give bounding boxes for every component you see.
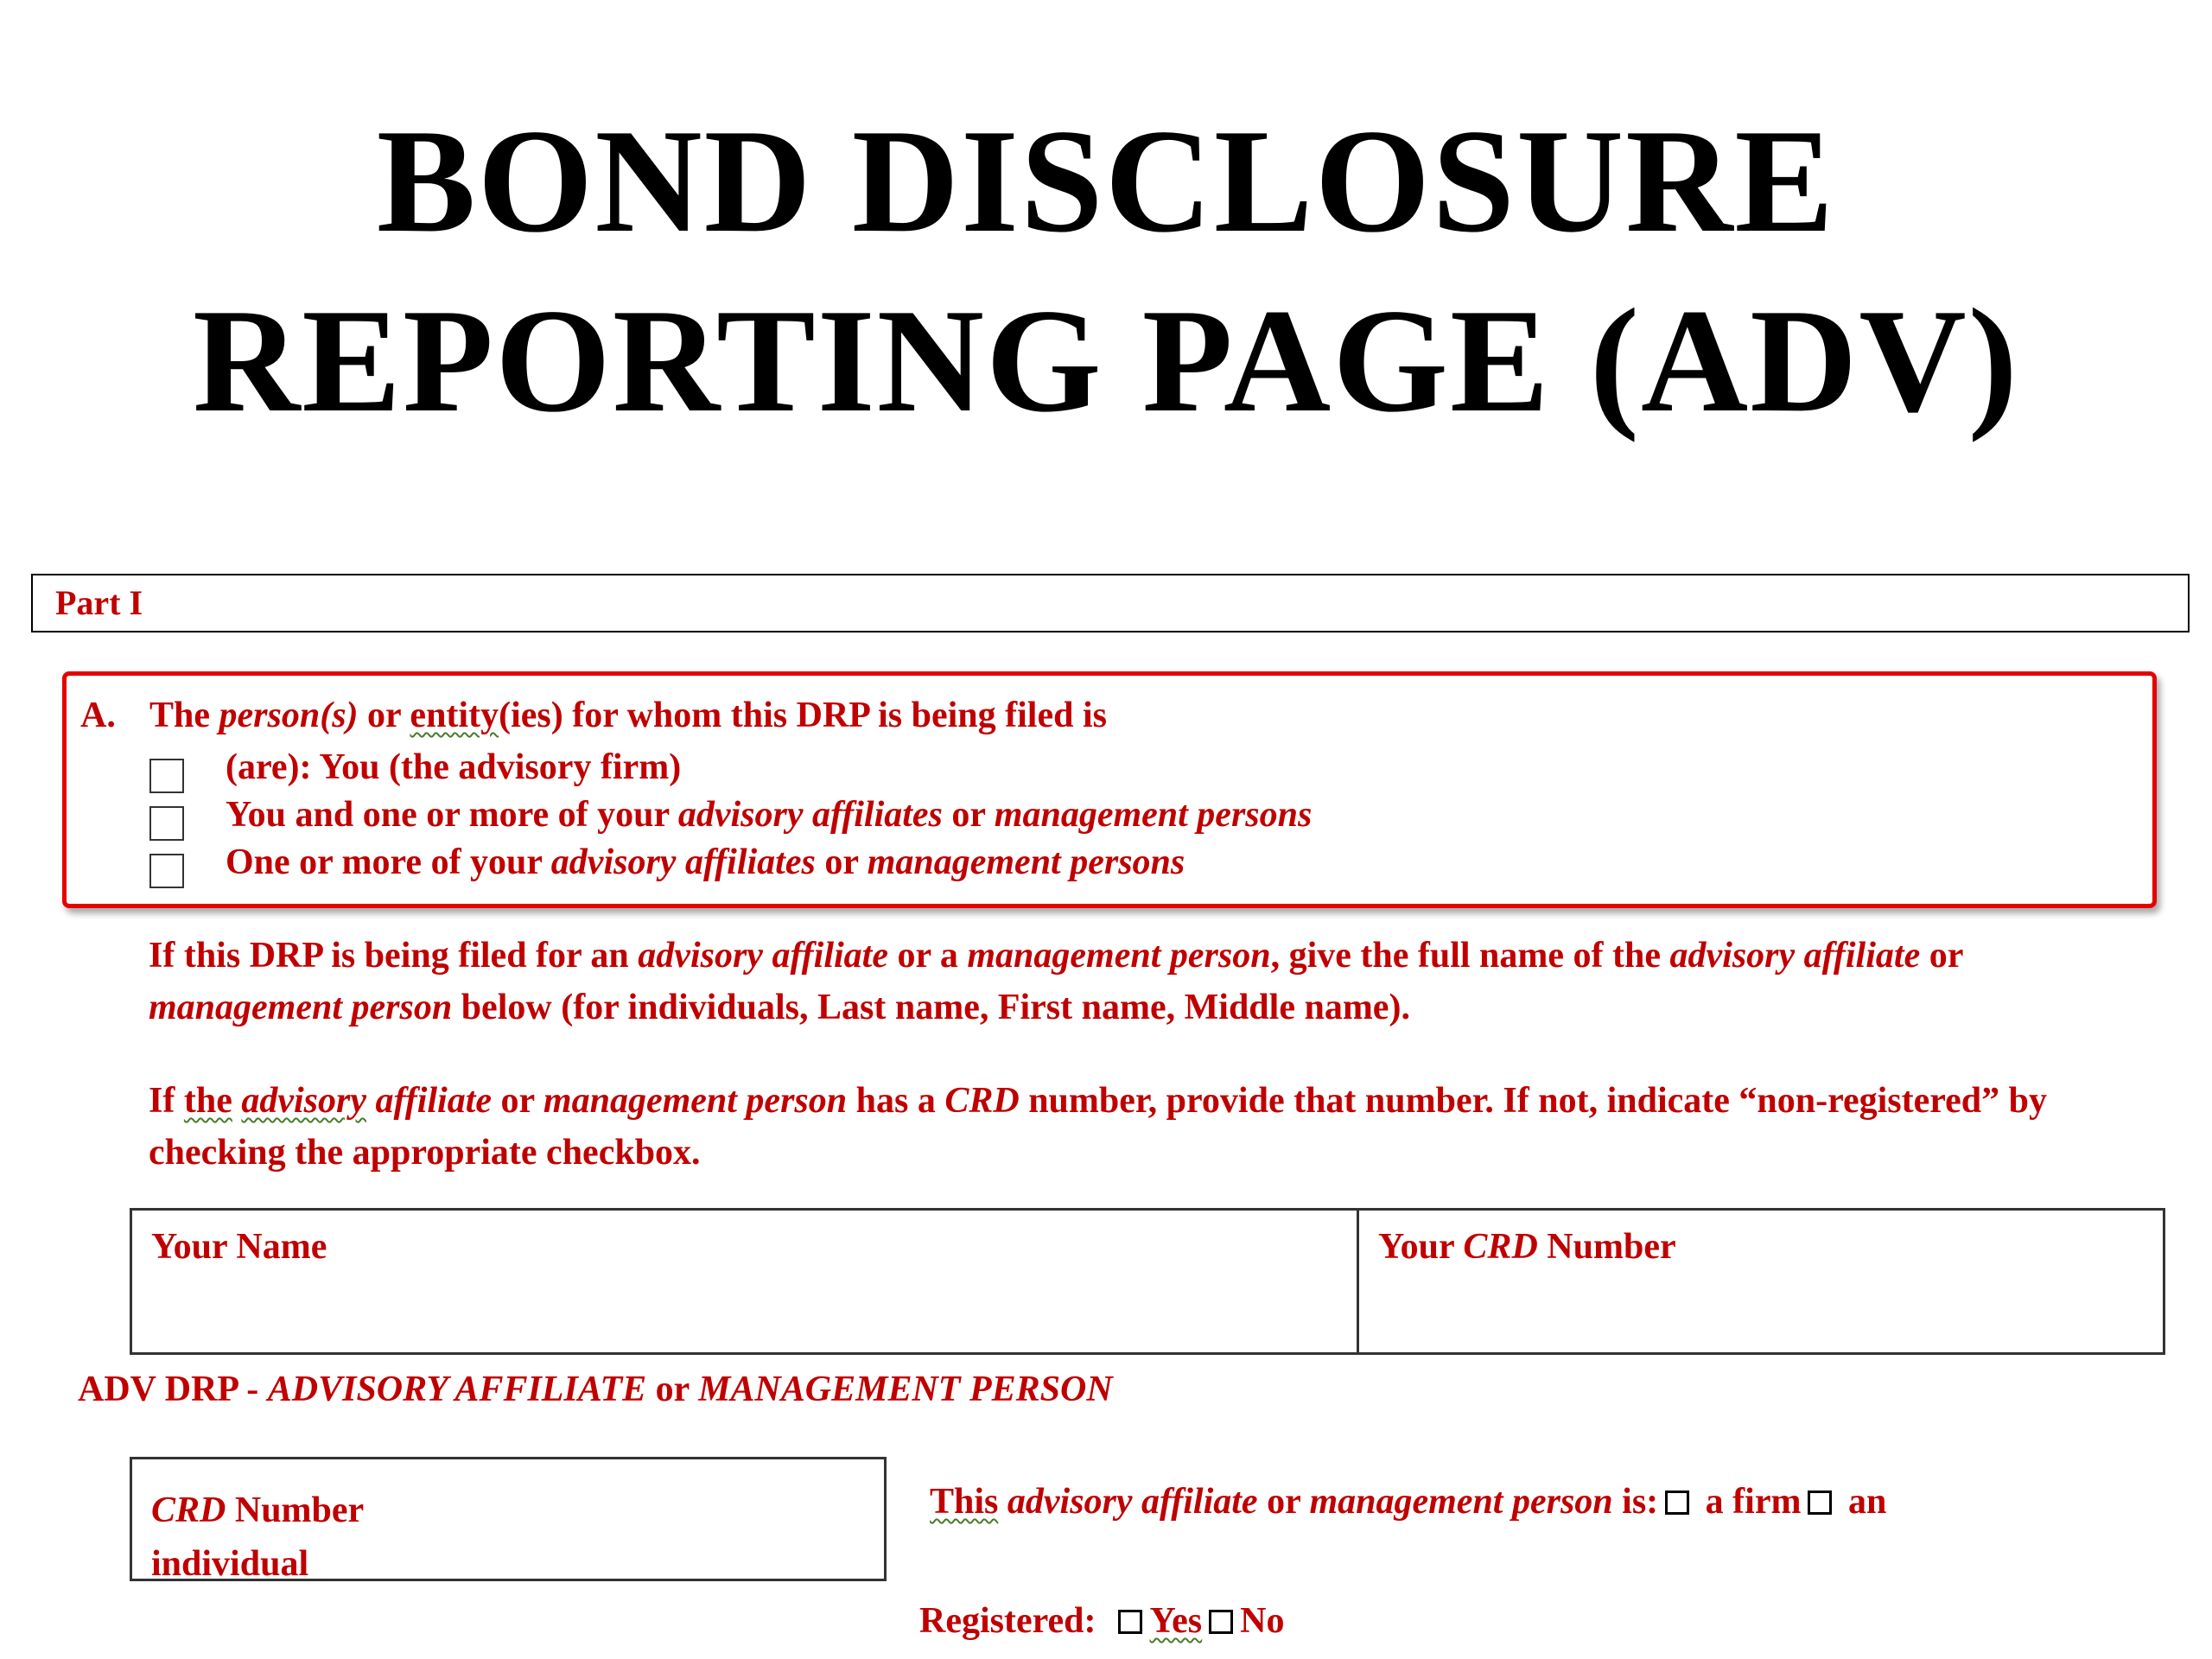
instruction-paragraph-crd: If the advisory affiliate or management person has a CRD number, provide that number. If not, indicate “non-registered” by checking the appropriate checkbox. — [149, 1081, 2048, 1173]
option-firm-label: (are): You (the advisory firm) — [226, 747, 682, 787]
your-crd-number-field[interactable] — [1359, 1211, 2163, 1352]
firm-checkbox[interactable] — [1665, 1491, 1689, 1515]
drp-section-heading: ADV DRP - ADVISORY AFFILIATE or MANAGEMENT PERSON — [78, 1370, 1113, 1409]
your-crd-number-label: Your CRD Number — [1378, 1227, 1676, 1267]
your-name-label: Your Name — [151, 1227, 327, 1267]
option-affiliates-only-label: One or more of your advisory affiliates or management persons — [226, 842, 1185, 882]
registered-yes-checkbox[interactable] — [1118, 1610, 1142, 1634]
crd-number-field[interactable] — [130, 1457, 887, 1584]
section-lead-text: The person(s) or entity(ies) for whom this DRP is being filed is — [149, 696, 1107, 735]
document-title-line-2: REPORTING PAGE (ADV) — [193, 279, 2019, 443]
option-firm-checkbox[interactable] — [149, 759, 184, 793]
document-title-line-1: BOND DISCLOSURE — [376, 99, 1836, 264]
registered-no-checkbox[interactable] — [1209, 1610, 1233, 1634]
registered-label: Registered: — [919, 1601, 1096, 1641]
name-crd-table — [130, 1208, 2165, 1355]
option-firm-and-affiliates-label: You and one or more of your advisory affiliates or management persons — [226, 795, 1313, 835]
option-firm-and-affiliates-checkbox[interactable] — [149, 806, 184, 841]
option-affiliates-only-checkbox[interactable] — [149, 854, 184, 888]
registered-yes-label: Yes — [1149, 1601, 1203, 1641]
part-label: Part I — [55, 583, 143, 622]
section-a-box — [62, 671, 2157, 908]
entity-type-line: This advisory affiliate or management person is: a firm an — [930, 1482, 1887, 1522]
your-name-field[interactable] — [132, 1211, 1359, 1352]
registered-line — [919, 1600, 1285, 1642]
part-header — [31, 574, 2190, 632]
instruction-paragraph-name: If this DRP is being filed for an advisory affiliate or a management person, give the full name of the advisory affiliate or management person below (for individuals, Last name, First name, Middle name). — [149, 936, 1963, 1027]
crd-number-label: CRD Number individual — [151, 1491, 365, 1584]
registered-no-label: No — [1240, 1601, 1285, 1641]
individual-checkbox[interactable] — [1808, 1491, 1832, 1515]
section-letter: A. — [80, 696, 116, 735]
